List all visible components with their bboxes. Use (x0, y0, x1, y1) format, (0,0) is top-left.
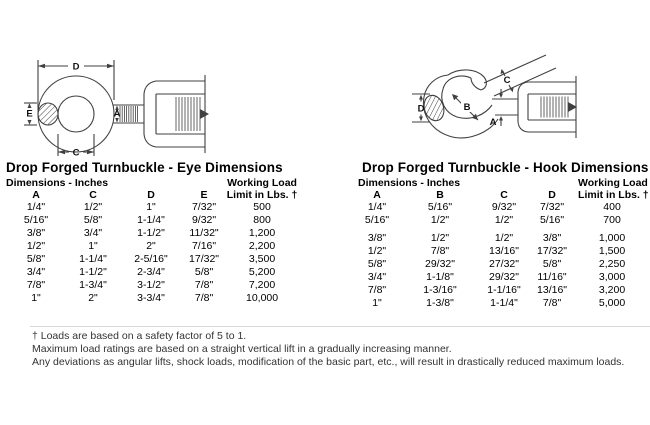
table-cell: 1/2" (494, 232, 514, 244)
notes-divider (30, 326, 650, 327)
eye-column-header-d: D (147, 189, 155, 201)
hook-dim-label-d: D (417, 103, 425, 115)
hook-dimensions-section (356, 160, 648, 310)
table-cell: 9/32" (491, 201, 517, 213)
eye-dimensions-table (4, 177, 300, 305)
eye-dim-label-a: A (113, 108, 121, 120)
table-cell: 1,200 (248, 227, 276, 239)
table-cell: 1/2" (494, 214, 514, 226)
eye-wll-header-line1: Working Load (227, 177, 297, 189)
eye-column-header-e: E (200, 189, 208, 201)
table-cell: 2" (88, 292, 98, 304)
table-cell: 7/32" (191, 201, 217, 213)
table-cell: 1/2" (367, 245, 387, 257)
table-cell: 1-1/2" (137, 227, 165, 239)
table-cell: 5/8" (367, 258, 387, 270)
table-cell: 3/8" (26, 227, 46, 239)
hook-turnbuckle-diagram (388, 52, 588, 164)
table-cell: 2-5/16" (134, 253, 168, 265)
eye-column-header-c: C (89, 189, 97, 201)
table-cell: 5/8" (194, 266, 214, 278)
table-cell: 11/32" (189, 227, 219, 239)
table-row (356, 297, 646, 310)
table-row (4, 214, 300, 227)
table-cell: 3/4" (26, 266, 46, 278)
hook-table-body (356, 201, 646, 310)
note-deviations: Any deviations as angular lifts, shock loads, modification of the basic part, etc., will result in drastically reduced maximum loads. (32, 356, 625, 368)
table-cell: 29/32" (488, 271, 519, 283)
table-row (356, 245, 646, 258)
table-cell: 1" (372, 297, 382, 309)
table-row (356, 271, 646, 284)
table-cell: 1-1/2" (79, 266, 107, 278)
hook-dims-inches-label: Dimensions - Inches (358, 177, 461, 189)
hook-turnbuckle-drawing (388, 52, 588, 169)
hook-dim-label-c: C (503, 75, 511, 86)
table-row (4, 253, 300, 266)
table-cell: 10,000 (245, 292, 279, 304)
eye-wll-header-line2: Limit in Lbs. † (226, 189, 298, 201)
table-cell: 5/16" (364, 214, 390, 226)
table-row (4, 227, 300, 240)
table-cell: 3/8" (367, 232, 387, 244)
hook-column-header-c: C (500, 189, 508, 201)
table-cell: 17/32" (537, 245, 568, 257)
table-row (4, 240, 300, 253)
eye-turnbuckle-diagram (24, 52, 219, 164)
eye-dim-label-c: C (72, 147, 80, 159)
table-cell: 29/32" (424, 258, 455, 270)
eye-dimensions-section (4, 160, 304, 305)
table-cell: 7/8" (430, 245, 450, 257)
eye-dim-label-d: D (72, 61, 80, 73)
hook-column-header-d: D (548, 189, 556, 201)
eye-table-title: Drop Forged Turnbuckle - Eye Dimensions (6, 160, 283, 175)
table-row (4, 292, 300, 305)
table-cell: 1" (88, 240, 98, 252)
table-cell: 1/2" (430, 214, 450, 226)
table-cell: 7/32" (539, 201, 565, 213)
table-cell: 5,200 (248, 266, 276, 278)
hook-wll-header-line1: Working Load (578, 177, 648, 189)
table-cell: 400 (603, 201, 621, 213)
table-cell: 3/4" (83, 227, 103, 239)
table-cell: 7/8" (26, 279, 46, 291)
hook-table-title: Drop Forged Turnbuckle - Hook Dimensions (362, 160, 649, 175)
eye-turnbuckle-drawing (24, 52, 219, 169)
table-cell: 1/4" (367, 201, 387, 213)
table-row (356, 214, 646, 227)
table-cell: 1-1/4" (137, 214, 165, 226)
table-cell: 700 (603, 214, 621, 226)
table-cell: 3/4" (367, 271, 387, 283)
note-load-ratings: Maximum load ratings are based on a straight vertical lift in a gradually increasing manner. (32, 343, 452, 355)
table-row (356, 258, 646, 271)
eye-table-body (4, 201, 300, 305)
table-cell: 1-1/4" (490, 297, 518, 309)
table-cell: 500 (253, 201, 271, 213)
table-cell: 7/8" (194, 279, 214, 291)
table-cell: 5/16" (427, 201, 453, 213)
footnotes (32, 330, 642, 369)
table-cell: 1" (146, 201, 156, 213)
table-cell: 5/16" (539, 214, 565, 226)
table-cell: 5,000 (598, 297, 626, 309)
note-safety-factor: † Loads are based on a safety factor of 5 to 1. (32, 330, 247, 342)
table-cell: 7,200 (248, 279, 276, 291)
table-cell: 11/16" (537, 271, 567, 283)
hook-dimensions-table (356, 177, 649, 310)
hook-dim-label-a: A (489, 117, 497, 128)
table-cell: 3/8" (542, 232, 562, 244)
hook-dim-label-b: B (463, 102, 471, 113)
table-cell: 13/16" (537, 284, 568, 296)
table-cell: 1,000 (598, 232, 626, 244)
table-row (4, 266, 300, 279)
table-cell: 1/2" (83, 201, 103, 213)
table-cell: 1-1/8" (426, 271, 454, 283)
table-cell: 7/8" (367, 284, 387, 296)
hook-column-header-a: A (373, 189, 381, 201)
eye-dims-inches-label: Dimensions - Inches (6, 177, 109, 189)
table-cell: 7/8" (194, 292, 214, 304)
table-cell: 9/32" (191, 214, 217, 226)
table-cell: 7/8" (542, 297, 562, 309)
table-cell: 1,500 (598, 245, 626, 257)
table-cell: 3-1/2" (137, 279, 165, 291)
table-cell: 5/8" (542, 258, 562, 270)
table-cell: 1-3/16" (423, 284, 457, 296)
table-cell: 17/32" (189, 253, 220, 265)
table-cell: 1-3/4" (79, 279, 107, 291)
table-cell: 1/2" (430, 232, 450, 244)
table-row (356, 227, 646, 245)
hook-column-header-b: B (436, 189, 444, 201)
table-cell: 1/4" (26, 201, 46, 213)
table-cell: 3,000 (598, 271, 626, 283)
table-cell: 2-3/4" (137, 266, 165, 278)
table-row (4, 201, 300, 214)
table-cell: 5/8" (26, 253, 46, 265)
table-cell: 1" (31, 292, 41, 304)
table-row (356, 284, 646, 297)
table-row (356, 201, 646, 214)
hook-wll-header-line2: Limit in Lbs. † (578, 189, 649, 201)
table-cell: 800 (253, 214, 271, 226)
eye-column-header-a: A (32, 189, 40, 201)
table-cell: 2" (146, 240, 156, 252)
table-cell: 1-3/8" (426, 297, 454, 309)
table-cell: 3-3/4" (137, 292, 165, 304)
table-cell: 27/32" (488, 258, 519, 270)
table-cell: 5/16" (23, 214, 49, 226)
table-cell: 1-1/16" (487, 284, 521, 296)
table-cell: 5/8" (83, 214, 103, 226)
table-cell: 1-1/4" (79, 253, 107, 265)
table-cell: 7/16" (191, 240, 217, 252)
table-row (4, 279, 300, 292)
table-cell: 1/2" (26, 240, 46, 252)
table-cell: 3,500 (248, 253, 276, 265)
table-cell: 13/16" (488, 245, 519, 257)
table-cell: 2,250 (598, 258, 626, 270)
eye-dim-label-e: E (26, 108, 33, 120)
table-cell: 3,200 (598, 284, 626, 296)
table-cell: 2,200 (248, 240, 276, 252)
